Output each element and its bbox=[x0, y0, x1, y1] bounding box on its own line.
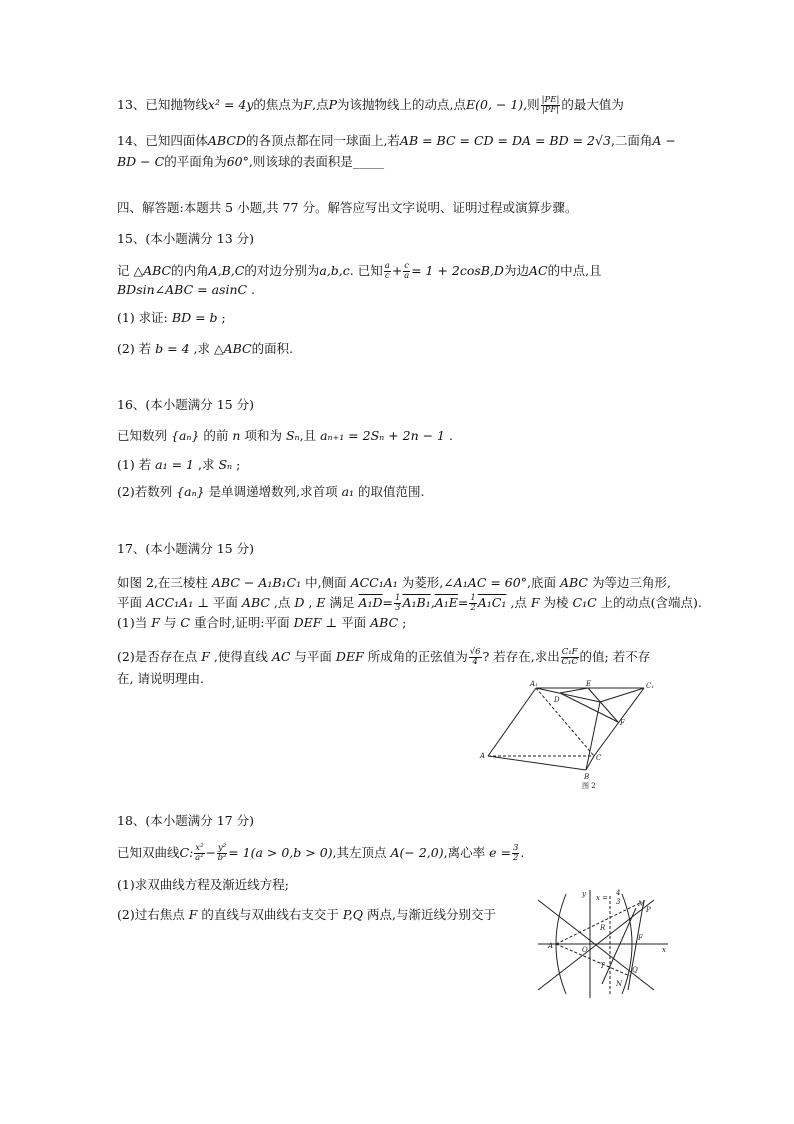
label-n: N bbox=[616, 980, 623, 988]
q16-header: 16、(本小题满分 15 分) bbox=[117, 397, 255, 412]
q15-part1: (1) 求证: BD = b ; bbox=[117, 310, 226, 325]
label-d: D bbox=[554, 696, 560, 704]
q17-part1: (1)当 F 与 C 重合时,证明:平面 DEF ⊥ 平面 ABC ; bbox=[117, 615, 407, 630]
label-f: F bbox=[638, 934, 643, 942]
edge-c1-c bbox=[594, 688, 644, 756]
q17-line2: 平面 ACC₁A₁ ⊥ 平面 ABC ,点 D , E 满足 A₁D= $\frac{1}{3}$ A₁B₁,A₁E= $\frac{1}{2}$ A₁C₁ ,点 F 为棱 C₁C 上的动点(含端点). bbox=[117, 593, 702, 613]
label-p: P bbox=[646, 906, 651, 914]
hyperbola-figure bbox=[532, 886, 672, 1001]
q14-line2: BD − C的平面角为60°,则该球的表面积是_____ bbox=[117, 154, 385, 169]
label-x-eq: x = bbox=[596, 894, 609, 902]
q17-part2: (2)是否存在点 F ,使得直线 AC 与平面 DEF 所成角的正弦值为 $\frac{√6}{4}$ ? 若存在,求出 $\frac{\text{C₁F}}{\text{C₁C}}$ 的值; 若不存 bbox=[117, 647, 651, 667]
edge-dash-a1c bbox=[536, 688, 594, 756]
label-c1: C₁ bbox=[646, 682, 655, 690]
q18-part2: (2)过右焦点 F 的直线与双曲线右支交于 P,Q 两点,与渐近线分别交于 bbox=[117, 907, 496, 922]
q15-line2: BDsin∠ABC = asinC . bbox=[117, 282, 256, 297]
label-f: F bbox=[620, 719, 625, 727]
edge-e-f bbox=[588, 688, 618, 722]
q15-line1: 记 △ABC的内角A,B,C的对边分别为a,b,c. 已知 $\frac{a}{c}$ + $\frac{c}{a}$ = 1 + 2cosB,D为边AC的中点,且 bbox=[117, 261, 602, 281]
edge-d-e bbox=[560, 688, 588, 693]
line-aq bbox=[556, 944, 630, 976]
q16-part1: (1) 若 a₁ = 1 ,求 Sₙ ; bbox=[117, 457, 241, 472]
label-t: T bbox=[600, 962, 605, 970]
q18-header: 18、(本小题满分 17 分) bbox=[117, 813, 255, 828]
q18-part1: (1)求双曲线方程及渐近线方程; bbox=[117, 877, 289, 892]
label-r: R bbox=[600, 924, 606, 932]
label-a1: A₁ bbox=[530, 680, 538, 688]
q17-line1: 如图 2,在三棱柱 ABC − A₁B₁C₁ 中,侧面 ACC₁A₁ 为菱形,∠A₁AC = 60°,底面 ABC 为等边三角形, bbox=[117, 575, 671, 590]
label-o: O bbox=[582, 946, 588, 954]
label-a: A bbox=[548, 942, 554, 950]
label-q: Q bbox=[632, 966, 638, 974]
label-a: A bbox=[480, 752, 486, 760]
label-b: B bbox=[584, 773, 590, 781]
figure-caption: 图 2 bbox=[582, 782, 596, 790]
parabola-eq: x² = 4y bbox=[207, 97, 254, 112]
q16-line1: 已知数列 {aₙ} 的前 n 项和为 Sₙ,且 aₙ₊₁ = 2Sₙ + 2n − 1 . bbox=[117, 428, 453, 443]
label-m: M bbox=[638, 900, 646, 908]
q17-part2-line2: 在, 请说明理由. bbox=[117, 671, 204, 686]
edge-d-f bbox=[560, 693, 618, 722]
q18-line1: 已知双曲线C: $\frac{\text{x²}}{\text{a²}}$ − $\frac{\text{y²}}{\text{b²}}$ = 1(a > 0,b > 0),其左顶点 A(− 2,0),离心率 e = $\frac{3}{2}$ . bbox=[117, 843, 525, 863]
prism-figure bbox=[478, 680, 668, 790]
edge-b1-c1 bbox=[600, 688, 644, 702]
label-x: x bbox=[662, 946, 666, 954]
label-x-frac-num: 4 bbox=[616, 889, 621, 897]
edge-a-b bbox=[488, 756, 586, 770]
label-c: C bbox=[596, 754, 602, 762]
q13-line: 13、已知抛物线x² = 4y的焦点为F,点P为该抛物线上的动点,点E(0, − 1),则 $\frac{|PE|}{|PF|}$ 的最大值为 bbox=[117, 95, 624, 115]
q17-header: 17、(本小题满分 15 分) bbox=[117, 541, 255, 556]
q15-part2: (2) 若 b = 4 ,求 △ABC的面积. bbox=[117, 341, 294, 356]
label-y: y bbox=[582, 890, 586, 898]
q16-part2: (2)若数列 {aₙ} 是单调递增数列,求首项 a₁ 的取值范围. bbox=[117, 484, 425, 499]
edge-a1-a bbox=[488, 688, 536, 756]
section-four-heading: 四、解答题:本题共 5 小题,共 77 分。解答应写出文字说明、证明过程或演算步骤。 bbox=[117, 200, 578, 215]
q14-line1: 14、已知四面体ABCD的各顶点都在同一球面上,若AB = BC = CD = DA = BD = 2√3,二面角A − bbox=[117, 133, 676, 148]
ratio-fraction: $\frac{|PE|}{|PF|}$ bbox=[541, 95, 560, 115]
label-e: E bbox=[586, 680, 592, 688]
q15-header: 15、(本小题满分 13 分) bbox=[117, 231, 255, 246]
label-x-frac-den: 3 bbox=[616, 898, 621, 906]
